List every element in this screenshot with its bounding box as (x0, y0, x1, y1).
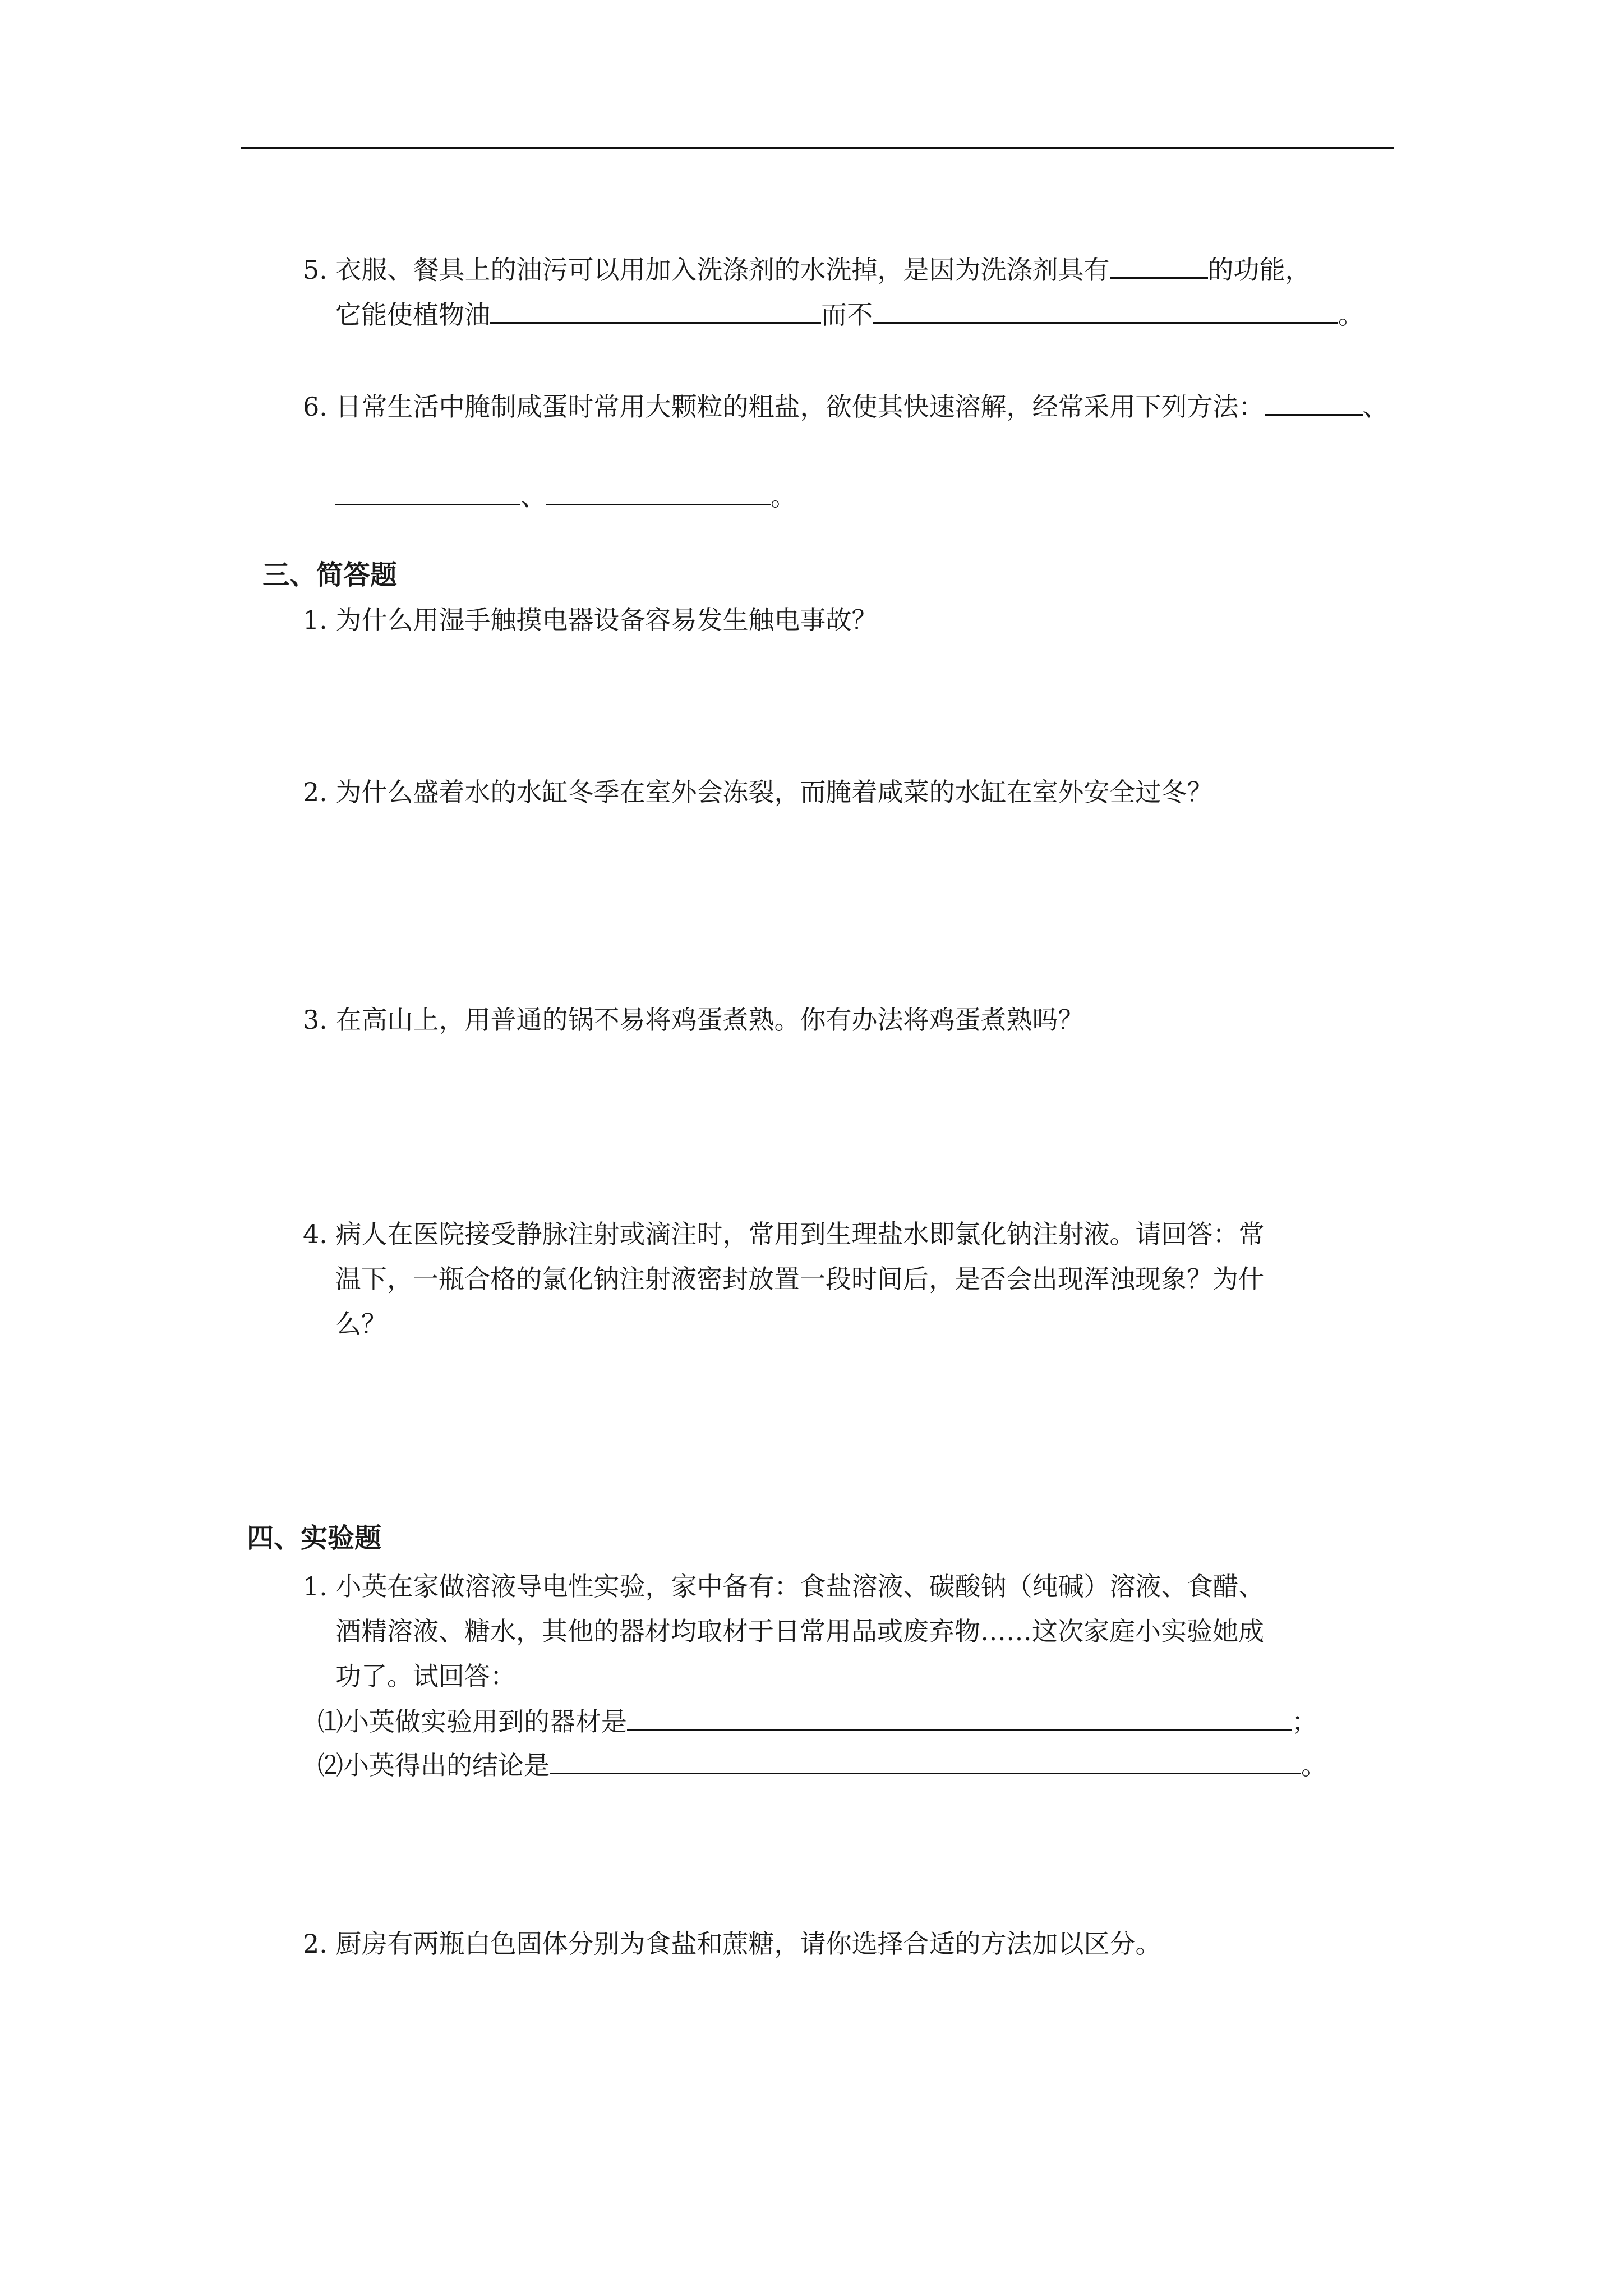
s4-sub2-text: ⑵小英得出的结论是 (317, 1750, 550, 1780)
s3-question-4-line3: 么？ (335, 1309, 387, 1339)
q6-blank-1[interactable] (1265, 388, 1363, 416)
s4-question-1-line3: 功了。试回答： (335, 1661, 516, 1691)
header-rule (241, 147, 1394, 149)
q5-text-a: 5. 衣服、餐具上的油污可以用加入洗涤剂的水洗掉，是因为洗涤剂具有 (303, 255, 1110, 285)
section-4-title: 四、实验题 (247, 1522, 382, 1554)
q6-end: 。 (771, 481, 796, 512)
q5-text-c: 它能使植物油 (335, 300, 490, 330)
s3-question-4-line2: 温下，一瓶合格的氯化钠注射液密封放置一段时间后，是否会出现浑浊现象？为什 (335, 1264, 1264, 1294)
q6-sep-2: 、 (520, 481, 546, 512)
q5-line1 (303, 251, 1311, 287)
s3-question-4-line1: 4. 病人在医院接受静脉注射或滴注时，常用到生理盐水即氯化钠注射液。请回答：常 (303, 1219, 1265, 1249)
q5-blank-1[interactable] (1110, 251, 1208, 279)
s4-sub1-text: ⑴小英做实验用到的器材是 (317, 1706, 627, 1737)
q6-line1 (303, 388, 1389, 424)
q5-text-end: 。 (1338, 300, 1364, 330)
q5-text-b: 的功能， (1207, 255, 1311, 285)
s4-question-1-line1: 1. 小英在家做溶液导电性实验，家中备有：食盐溶液、碳酸钠（纯碱）溶液、食醋、 (303, 1571, 1265, 1602)
q6-line2 (335, 478, 796, 513)
q6-blank-3[interactable] (546, 478, 771, 505)
s4-sub-question-1 (317, 1703, 1317, 1738)
section-3-title: 三、简答题 (262, 559, 398, 591)
s4-sub1-end: ； (1292, 1706, 1317, 1737)
s3-question-1: 1. 为什么用湿手触摸电器设备容易发生触电事故？ (303, 605, 878, 635)
s4-question-2: 2. 厨房有两瓶白色固体分别为食盐和蔗糖，请你选择合适的方法加以区分。 (303, 1929, 1161, 1959)
q5-blank-3[interactable] (873, 296, 1338, 324)
s4-question-1-line2: 酒精溶液、糖水，其他的器材均取材于日常用品或废弃物……这次家庭小实验她成 (335, 1616, 1264, 1646)
q5-blank-2[interactable] (490, 296, 821, 324)
q6-blank-2[interactable] (335, 478, 520, 505)
s3-question-3: 3. 在高山上，用普通的锅不易将鸡蛋煮熟。你有办法将鸡蛋煮熟吗？ (303, 1005, 1084, 1035)
q6-text: 6. 日常生活中腌制咸蛋时常用大颗粒的粗盐，欲使其快速溶解，经常采用下列方法： (303, 392, 1265, 422)
s4-sub2-blank[interactable] (550, 1747, 1301, 1774)
q6-sep-1: 、 (1362, 392, 1389, 422)
s4-sub2-end: 。 (1301, 1750, 1327, 1780)
s3-question-2: 2. 为什么盛着水的水缸冬季在室外会冻裂，而腌着咸菜的水缸在室外安全过冬？ (303, 777, 1213, 807)
q5-text-d: 而不 (821, 300, 873, 330)
s4-sub1-blank[interactable] (627, 1703, 1292, 1731)
s4-sub-question-2 (317, 1747, 1327, 1782)
q5-line2 (335, 296, 1364, 332)
